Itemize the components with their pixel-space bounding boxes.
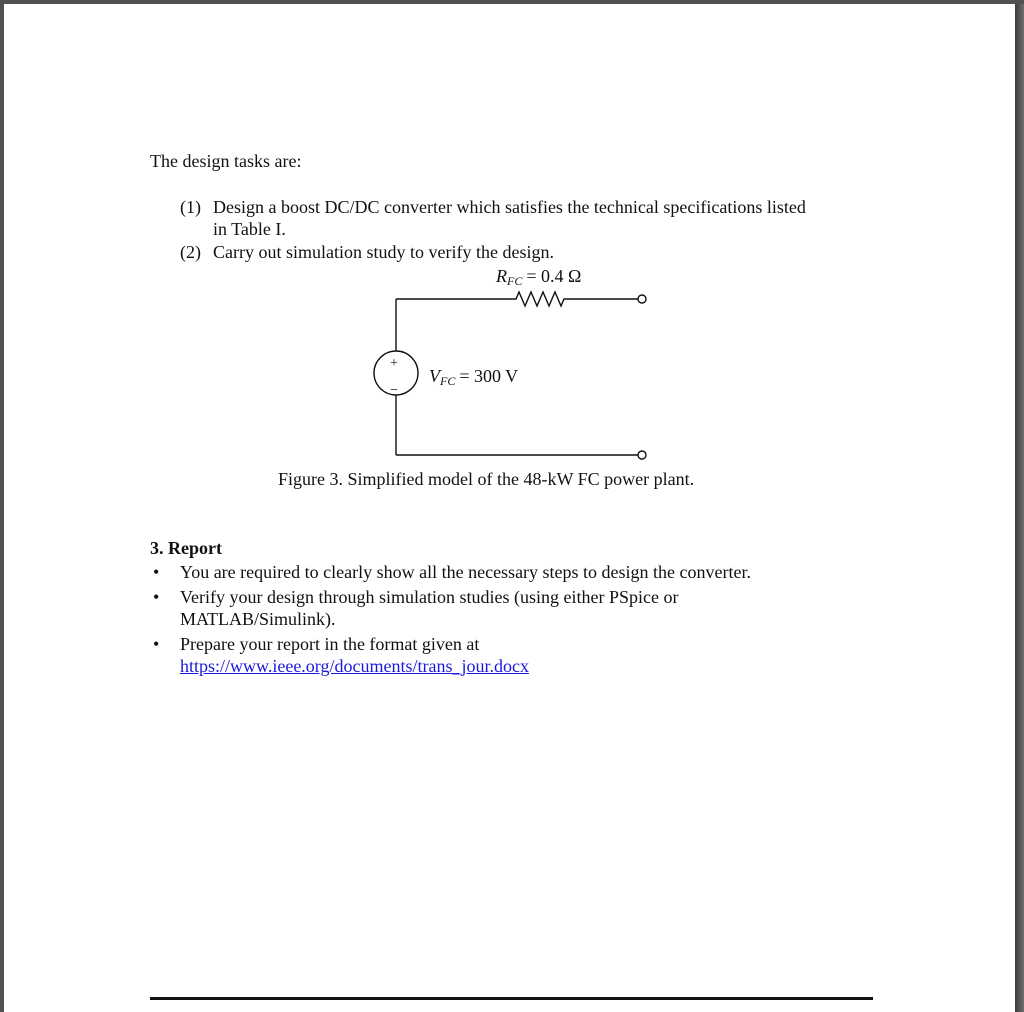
minus-sign: −	[390, 383, 398, 398]
task-1-line-2: in Table I.	[213, 219, 286, 239]
footnote-divider	[150, 997, 873, 1000]
report-item-3-line-1: Prepare your report in the format given at	[180, 634, 480, 654]
plus-sign: +	[390, 356, 398, 371]
format-template-link[interactable]: https://www.ieee.org/documents/trans_jour.docx	[180, 656, 529, 676]
report-heading: 3. Report	[150, 538, 222, 558]
page-edge-shadow	[1015, 4, 1024, 1012]
bullet-2-icon: •	[153, 587, 160, 607]
task-2-number: (2)	[180, 242, 201, 262]
resistor-label: RFC = 0.4 Ω	[496, 266, 582, 288]
bullet-1-icon: •	[153, 562, 160, 582]
top-terminal	[638, 295, 646, 303]
report-item-2-line-2: MATLAB/Simulink).	[180, 609, 336, 629]
circuit-diagram	[4, 4, 1015, 1012]
task-1-number: (1)	[180, 197, 201, 217]
report-item-2-line-1: Verify your design through simulation studies (using either PSpice or	[180, 587, 679, 607]
source-label: VFC = 300 V	[429, 366, 519, 388]
intro-text: The design tasks are:	[150, 151, 302, 171]
document-page	[4, 4, 1015, 1012]
figure-caption: Figure 3. Simplified model of the 48-kW FC power plant.	[278, 469, 695, 489]
task-2-line-1: Carry out simulation study to verify the design.	[213, 242, 554, 262]
top-wire-resistor	[396, 292, 638, 306]
bottom-terminal	[638, 451, 646, 459]
bullet-3-icon: •	[153, 634, 160, 654]
report-item-1-line-1: You are required to clearly show all the necessary steps to design the converter.	[180, 562, 751, 582]
task-1-line-1: Design a boost DC/DC converter which satisfies the technical specifications listed	[213, 197, 806, 217]
